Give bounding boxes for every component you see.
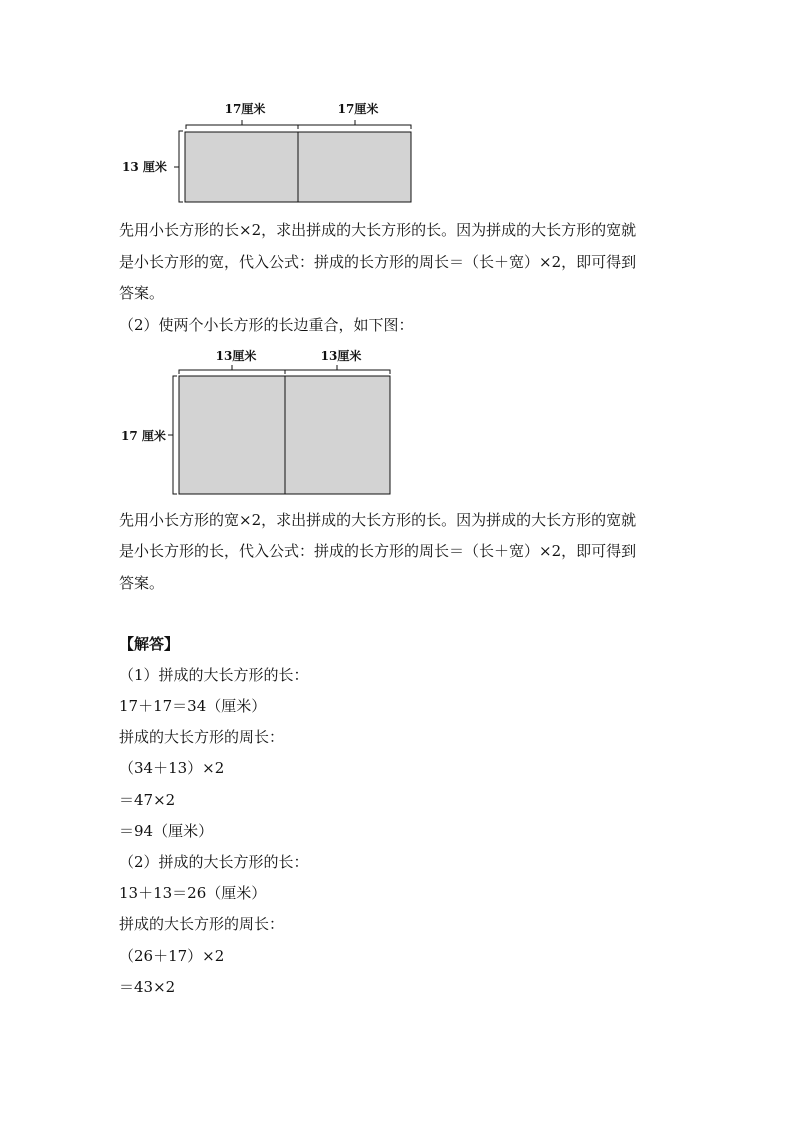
answer-line: ＝47×2 [119,791,176,809]
answer-line: 17＋17＝34（厘米） [119,697,267,715]
answer-heading: 【解答】 [119,635,180,653]
answer-line: （26＋17）×2 [119,947,225,965]
answer-line: （34＋13）×2 [119,759,225,777]
figure-2-top-label-left: 13厘米 [215,349,257,363]
answer-line: 13＋13＝26（厘米） [119,884,267,902]
part-2-intro: （2）使两个小长方形的长边重合，如下图： [119,316,414,334]
figure-2-side-label: 17 厘米 [121,429,166,443]
explanation-2-line-2: 是小长方形的长，代入公式：拼成的长方形的周长＝（长＋宽）×2，即可得到 [119,542,637,560]
figure-2-top-brace-left [179,365,285,374]
explanation-2-line-3: 答案。 [119,574,165,592]
figure-2-rect-left [179,376,285,494]
figure-2-top-brace-right [285,365,390,374]
explanation-1-line-3: 答案。 [119,284,165,302]
figure-2-side-brace [168,376,177,494]
figure-1-top-label-right: 17厘米 [337,102,379,116]
answer-line: ＝94（厘米） [119,822,214,840]
explanation-2-line-1: 先用小长方形的宽×2，求出拼成的大长方形的长。因为拼成的大长方形的宽就 [119,511,637,529]
answer-line: 拼成的大长方形的周长： [119,915,285,933]
explanation-1-line-2: 是小长方形的宽，代入公式：拼成的长方形的周长＝（长＋宽）×2，即可得到 [119,253,637,271]
answer-line: ＝43×2 [119,978,176,996]
figure-1-side-label: 13 厘米 [122,160,167,174]
figure-2-top-label-right: 13厘米 [320,349,362,363]
figure-2-rect-right [285,376,390,494]
answer-line: （1）拼成的大长方形的长： [119,666,309,684]
explanation-1-line-1: 先用小长方形的长×2，求出拼成的大长方形的长。因为拼成的大长方形的宽就 [119,221,637,239]
answer-line: （2）拼成的大长方形的长： [119,853,309,871]
answer-line: 拼成的大长方形的周长： [119,728,285,746]
figure-1-top-label-left: 17厘米 [224,102,266,116]
